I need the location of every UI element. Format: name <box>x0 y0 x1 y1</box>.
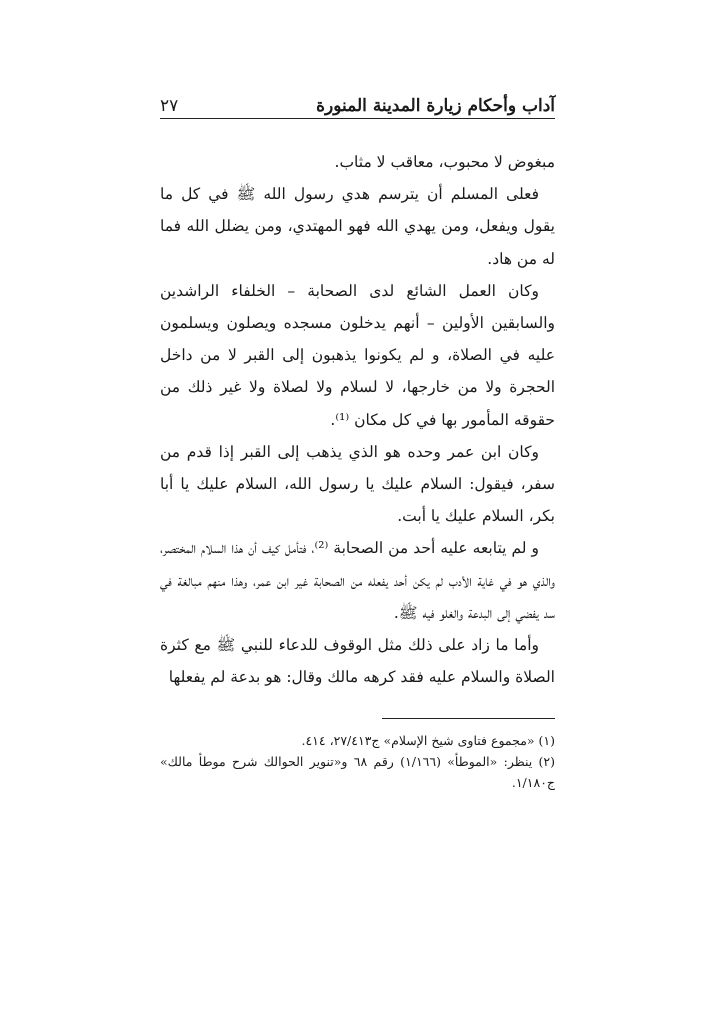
paragraph: وكان ابن عمر وحده هو الذي يذهب إلى القبر إذا قدم من سفر، فيقول: السلام عليك يا رسول الله، السلام عليك يا أبا بكر، السلام عليك يا أبت. <box>160 442 555 526</box>
running-header <box>160 86 555 116</box>
body-text <box>160 146 555 693</box>
footnotes <box>160 730 555 793</box>
paragraph: مبغوض لا محبوب، معاقب لا مثاب. <box>334 153 555 171</box>
paragraph: فعلى المسلم أن يترسم هدي رسول الله ﷺ في كل ما يقول ويفعل، ومن يهدي الله فهو المهتدي، ومن يضلل الله فما له من هاد. <box>160 185 555 268</box>
paragraph: وكان العمل الشائع لدى الصحابة – الخلفاء الراشدين والسابقين الأولين – أنهم يدخلون مسجده ويصلون ويسلمون عليه في الصلاة، و لم يكونوا يذهبون إلى القبر لا من داخل الحجرة ولا من خارجها، لا لسلام ولا لصلاة ولا غير ذلك من حقوقه المأمور بها في كل مكان ⁽¹⁾. <box>160 281 555 429</box>
header-rule <box>160 118 555 119</box>
paragraph: وأما ما زاد على ذلك مثل الوقوف للدعاء للنبي ﷺ مع كثرة الصلاة والسلام عليه فقد كرهه مالك وقال: هو بدعة لم يفعلها <box>160 636 555 687</box>
footnote: (١) «مجموع فتاوى شيخ الإسلام» ج٢٧/٤١٣، ٤١٤. <box>301 733 555 748</box>
footnote: (٢) ينظر: «الموطأ» (١/١٦٦) رقم ٦٨ و«تنوير الحوالك شرح موطأ مالك» ج١/١٨٠. <box>160 754 556 790</box>
paragraph: و لم يتابعه عليه أحد من الصحابة ⁽²⁾، فتأمل كيف أن هذا السلام المختصر، والذي هو في غاية الأدب لم يكن أحد يفعله من الصحابة غير ابن عمر، وهذا منهم مبالغة في سد يفضي إلى البدعة والغلو فيه ﷺ. <box>160 539 555 622</box>
page-number: ٢٧ <box>160 96 179 116</box>
header-title: آداب وأحكام زيارة المدينة المنورة <box>316 96 555 116</box>
footnote-rule <box>382 718 555 719</box>
